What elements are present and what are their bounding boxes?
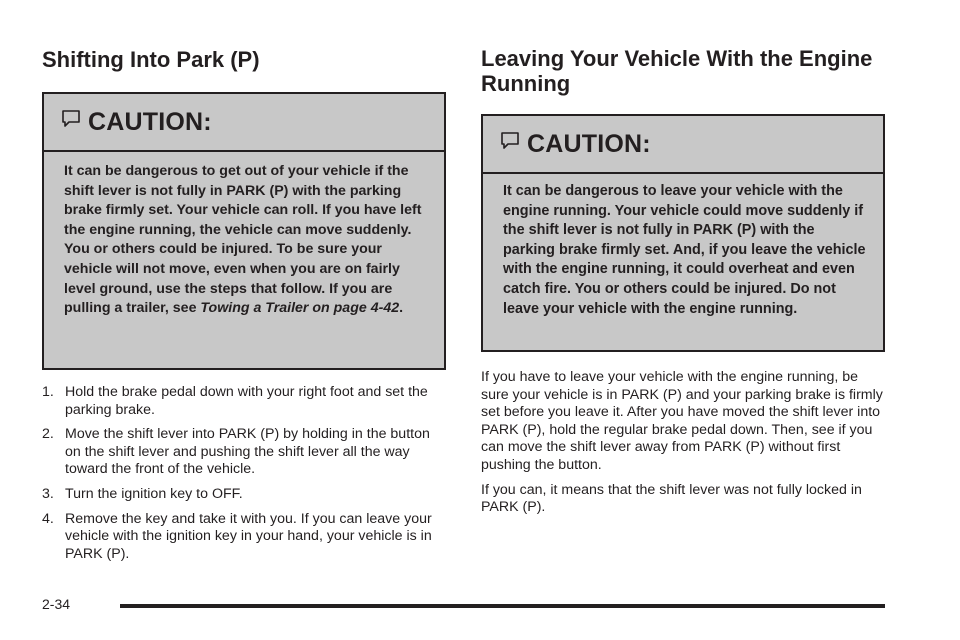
park-steps-list xyxy=(42,384,446,570)
page-number: 2-34 xyxy=(42,596,71,612)
body-paragraphs xyxy=(481,369,885,524)
list-item: 3. Turn the ignition key to OFF. xyxy=(42,485,243,502)
caution-header xyxy=(44,94,444,152)
list-item: 2. Move the shift lever into PARK (P) by holding in the button on the shift lever and pushing the shift lever all the way toward the front of the vehicle. xyxy=(42,426,430,478)
caution-title: CAUTION: xyxy=(527,129,651,158)
caution-text: It can be dangerous to get out of your vehicle if the shift lever is not fully in PARK (P) with the parking brake firmly set. Your vehicle can roll. If you have left the engine running, the vehicle can move suddenly. You or others could be injured. To be sure your vehicle will not move, even when you are on fairly level ground, use the steps that follow. If you are pulling a trailer, see Towing a Trailer on page 4-42. xyxy=(64,163,422,317)
list-item: 1. Hold the brake pedal down with your right foot and set the parking brake. xyxy=(42,384,428,418)
paragraph: If you have to leave your vehicle with the engine running, be sure your vehicle is in PARK (P) and your parking brake is firmly set before you leave it. After you have moved the shift lever into PARK (P), hold the regular brake pedal down. Then, see if you can move the shift lever away from PARK (P) without first pushing the button. xyxy=(481,369,883,473)
caution-icon xyxy=(499,130,521,152)
section-heading-shifting-into-park: Shifting Into Park (P) xyxy=(42,47,260,72)
paragraph: If you can, it means that the shift lever was not fully locked in PARK (P). xyxy=(481,481,862,516)
caution-title: CAUTION: xyxy=(88,107,212,136)
section-heading-leaving-vehicle: Leaving Your Vehicle With the Engine Running xyxy=(481,46,873,96)
footer-rule xyxy=(120,604,885,608)
caution-box-engine-running xyxy=(481,114,885,352)
caution-icon xyxy=(60,108,82,130)
cross-reference-link[interactable]: Towing a Trailer on page 4-42 xyxy=(200,300,400,317)
list-item: 4. Remove the key and take it with you. If you can leave your vehicle with the ignition key in your hand, your vehicle is in PARK (P). xyxy=(42,510,432,562)
caution-box-park xyxy=(42,92,446,370)
caution-header xyxy=(483,116,883,174)
caution-text: It can be dangerous to leave your vehicle with the engine running. Your vehicle could move suddenly if the shift lever is not fully in PARK (P) with the parking brake firmly set. And, if you leave the vehicle with the engine running, it could overheat and even catch fire. You or others could be injured. Do not leave your vehicle with the engine running. xyxy=(503,183,866,317)
